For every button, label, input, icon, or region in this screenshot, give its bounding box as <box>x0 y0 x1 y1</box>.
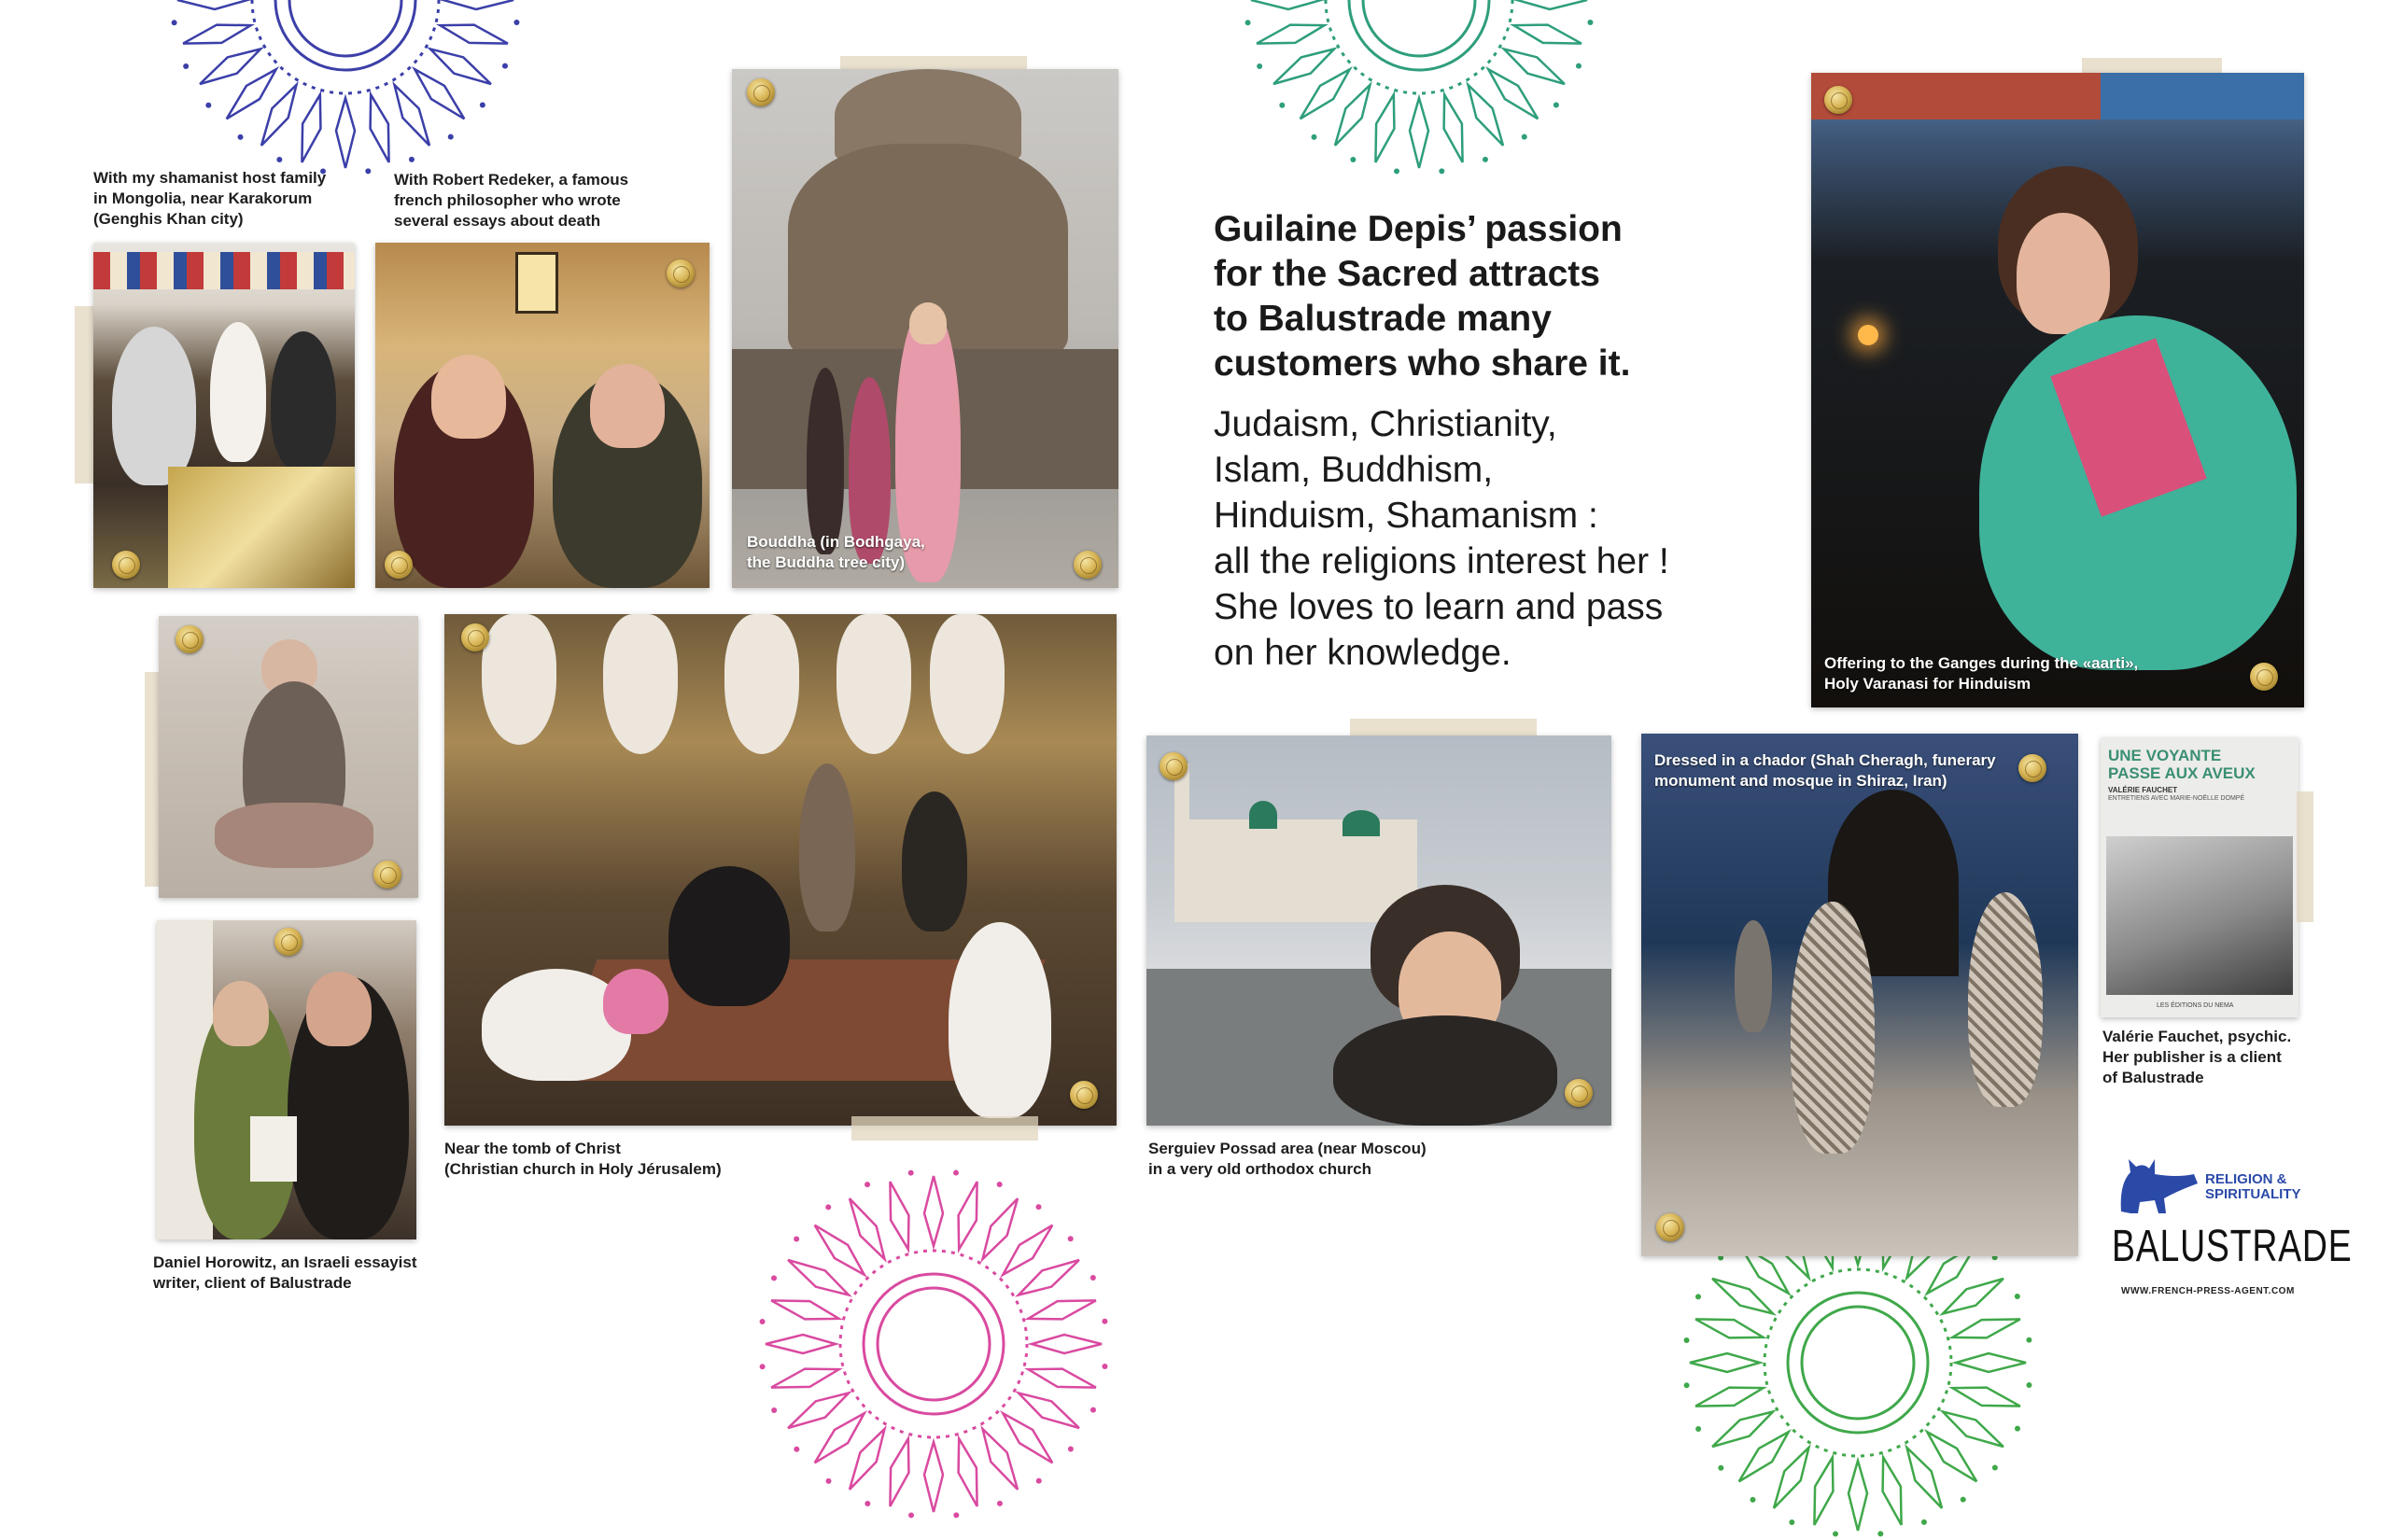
book-publisher: LES ÉDITIONS DU NEMA <box>2157 1002 2234 1009</box>
mandala-dot <box>1279 103 1285 108</box>
mandala-petal <box>783 1385 853 1436</box>
mandala-dot <box>1587 20 1593 25</box>
mandala-petal <box>1255 17 1328 53</box>
mandala-dot <box>997 1182 1003 1187</box>
mandala-dot <box>794 1237 799 1242</box>
mandala-petal <box>1269 41 1339 92</box>
mandala-dot <box>1350 157 1356 162</box>
mandala-petal <box>769 1361 842 1397</box>
pink-mandala <box>756 1167 1111 1521</box>
mandala-petal <box>1032 1335 1102 1353</box>
photo-chador <box>1641 734 2078 1256</box>
mandala-dot <box>771 1275 777 1281</box>
logo-url: WWW.FRENCH-PRESS-AGENT.COM <box>2121 1286 2295 1296</box>
mandala-dot <box>276 157 282 162</box>
mandala-dot <box>953 1512 959 1518</box>
mandala-dot <box>1695 1426 1701 1432</box>
mandala-dot <box>1439 168 1444 174</box>
mandala-dot <box>365 168 371 174</box>
mandala-petal <box>408 63 471 125</box>
mandala-petal <box>975 1424 1026 1494</box>
cat-icon <box>2112 1146 2205 1221</box>
photo-moscow <box>1146 735 1611 1126</box>
mandala-petal <box>1938 1270 2008 1322</box>
mandala-dot <box>997 1501 1003 1506</box>
mandala-petal <box>1899 1443 1950 1513</box>
mandala-dot <box>826 1478 832 1484</box>
mandala-petal <box>769 1292 842 1328</box>
mandala-dot <box>2015 1294 2020 1299</box>
mandala-petal <box>783 1252 853 1303</box>
mandala-dot <box>1068 1446 1074 1451</box>
mandala-petal <box>1327 80 1378 150</box>
mandala-petal <box>443 0 513 9</box>
mandala-dot <box>448 134 454 140</box>
mandala-dot <box>480 102 485 107</box>
caption-ganges: Offering to the Ganges during the «aarti», Holy Varanasi for Hinduism <box>1824 654 2139 693</box>
mandala-dot <box>953 1170 959 1176</box>
mandala-dot <box>760 1319 766 1324</box>
book-cover <box>2101 737 2299 1017</box>
tape <box>2297 791 2313 922</box>
mandala-dot <box>1522 134 1527 140</box>
tape <box>145 672 160 887</box>
mandala-petal <box>766 1335 836 1353</box>
mandala-dot <box>760 1364 766 1369</box>
mandala-dot <box>1695 1294 1701 1299</box>
photo-tomb <box>444 614 1117 1126</box>
mandala-dot <box>1394 168 1399 174</box>
mandala-petal <box>426 41 496 92</box>
mandala-petal <box>950 1180 987 1253</box>
mandala-petal <box>438 17 511 53</box>
mandala-petal <box>924 1442 943 1512</box>
mandala-petal <box>1367 92 1403 165</box>
mandala-dot <box>238 134 244 140</box>
mandala-petal <box>177 0 247 9</box>
mandala-petal <box>1294 63 1357 125</box>
mandala-petal <box>1482 63 1544 125</box>
mandala-dot <box>1684 1382 1690 1388</box>
mandala-dot <box>2026 1337 2032 1343</box>
mandala-dot <box>865 1182 870 1187</box>
mandala-petal <box>996 1219 1059 1281</box>
mandala-petal <box>195 41 265 92</box>
mandala-petal <box>1708 1270 1778 1322</box>
mandala-petal <box>220 63 283 125</box>
mandala-dot <box>1718 1465 1723 1471</box>
mandala-dot <box>1102 1364 1107 1369</box>
mandala-dot <box>1877 1531 1883 1536</box>
mandala-dot <box>1992 1464 1998 1470</box>
logo-wordmark: BALUSTRADE <box>2112 1222 2353 1271</box>
mandala-petal <box>1690 1353 1760 1372</box>
mandala-dot <box>865 1501 870 1506</box>
photo-buddha <box>732 69 1118 588</box>
mandala-petal <box>181 17 254 53</box>
caption-buddha: Bouddha (in Bodhgaya, the Buddha tree city) <box>747 533 925 571</box>
mandala-petal <box>1460 80 1511 150</box>
mandala-dot <box>1750 1497 1756 1503</box>
mandala-dot <box>172 20 177 25</box>
mandala-petal <box>336 98 355 168</box>
mandala-petal <box>1950 1310 2023 1347</box>
mandala-petal <box>1014 1252 1084 1303</box>
mandala-dot <box>1684 1337 1690 1343</box>
mandala-dot <box>908 1170 914 1176</box>
mandala-petal <box>1014 1385 1084 1436</box>
caption-tomb: Near the tomb of Christ (Christian church in Holy Jérusalem) <box>444 1140 722 1178</box>
mandala-dot <box>2015 1426 2020 1432</box>
mandala-petal <box>1920 1425 1983 1488</box>
mandala-petal <box>841 1194 893 1264</box>
mandala-dot <box>1035 1204 1041 1210</box>
photo-redeker <box>375 243 710 588</box>
caption-mongolia: With my shamanist host family in Mongolia, near Karakorum (Genghis Khan city) <box>93 169 327 228</box>
book-title: UNE VOYANTE PASSE AUX AVEUX <box>2108 747 2256 782</box>
tape <box>75 306 93 483</box>
teal-mandala <box>1242 0 1596 177</box>
mandala-petal <box>1251 0 1321 9</box>
mandala-dot <box>1576 63 1582 69</box>
logo-tagline: RELIGION & SPIRITUALITY <box>2205 1171 2301 1202</box>
mandala-dot <box>1257 63 1262 69</box>
mandala-dot <box>1245 20 1251 25</box>
mandala-dot <box>1554 102 1559 107</box>
mandala-petal <box>1410 98 1428 168</box>
mandala-petal <box>808 1219 871 1281</box>
mandala-dot <box>502 63 508 69</box>
book-photo <box>2106 836 2293 995</box>
mandala-petal <box>881 1180 918 1253</box>
blue-mandala <box>168 0 523 177</box>
mandala-petal <box>1956 1353 2026 1372</box>
photo-horowitz <box>157 920 416 1239</box>
mandala-petal <box>1694 1310 1766 1347</box>
mandala-dot <box>205 103 211 108</box>
mandala-petal <box>1026 1361 1099 1397</box>
caption-redeker: With Robert Redeker, a famous french philosopher who wrote several essays about death <box>394 171 629 230</box>
mandala-dot <box>1036 1478 1042 1484</box>
photo-mongolia <box>93 243 355 588</box>
caption-fauchet: Valérie Fauchet, psychic. Her publisher is a client of Balustrade <box>2102 1028 2292 1086</box>
mandala-petal <box>1950 1379 2023 1416</box>
mandala-dot <box>409 157 415 162</box>
mandala-petal <box>975 1194 1026 1264</box>
mandala-petal <box>1026 1292 1099 1328</box>
mandala-dot <box>1833 1531 1838 1536</box>
mandala-petal <box>1806 1455 1842 1528</box>
photo-ganges <box>1811 73 2304 707</box>
mandala-petal <box>841 1424 893 1494</box>
tape <box>851 1116 1038 1141</box>
mandala-dot <box>794 1447 799 1452</box>
book-author: VALÉRIE FAUCHET <box>2108 786 2178 794</box>
mandala-petal <box>293 92 330 165</box>
mandala-petal <box>253 80 304 150</box>
mandala-petal <box>1875 1455 1911 1528</box>
mandala-dot <box>825 1204 831 1210</box>
caption-moscow: Serguiev Possad area (near Moscou) in a very old orthodox church <box>1148 1140 1427 1178</box>
mandala-petal <box>1708 1404 1778 1455</box>
mandala-petal <box>1511 17 1584 53</box>
mandala-dot <box>1102 1319 1107 1324</box>
mandala-dot <box>1068 1236 1074 1241</box>
mandala-petal <box>1517 0 1587 9</box>
mandala-petal <box>1938 1404 2008 1455</box>
body-text: Judaism, Christianity, Islam, Buddhism, Hinduism, Shamanism : all the religions interest her ! She loves to learn and pass on her knowledge. <box>1214 404 1669 673</box>
mandala-petal <box>1436 92 1472 165</box>
photo-woman-sitting <box>159 616 418 898</box>
mandala-dot <box>1090 1275 1096 1281</box>
mandala-dot <box>771 1407 777 1413</box>
balustrade-logo <box>2112 1146 2353 1305</box>
mandala-dot <box>1921 1519 1927 1525</box>
mandala-dot <box>183 63 189 69</box>
mandala-petal <box>881 1436 918 1509</box>
mandala-dot <box>2026 1382 2032 1388</box>
book-subtitle: ENTRETIENS AVEC MARIE-NOËLLE DOMPÉ <box>2108 795 2245 802</box>
mandala-dot <box>908 1512 914 1518</box>
mandala-petal <box>808 1407 871 1469</box>
mandala-petal <box>996 1407 1059 1469</box>
mandala-dot <box>1961 1497 1966 1503</box>
caption-horowitz: Daniel Horowitz, an Israeli essayist writer, client of Balustrade <box>153 1253 417 1292</box>
mandala-petal <box>1765 1443 1817 1513</box>
mandala-petal <box>924 1176 943 1246</box>
mandala-dot <box>1090 1407 1096 1413</box>
mandala-petal <box>1733 1425 1795 1488</box>
headline: Guilaine Depis’ passion for the Sacred attracts to Balustrade many customers who share it. <box>1214 209 1631 384</box>
mandala-dot <box>1312 134 1317 140</box>
mandala-dot <box>513 20 519 25</box>
mandala-petal <box>362 92 399 165</box>
mandala-petal <box>1499 41 1569 92</box>
caption-chador: Dressed in a chador (Shah Cheragh, funerary monument and mosque in Shiraz, Iran) <box>1654 751 1996 790</box>
mandala-petal <box>387 80 438 150</box>
mandala-petal <box>1849 1461 1867 1531</box>
mandala-dot <box>1483 157 1488 162</box>
mandala-dot <box>1789 1519 1794 1525</box>
mandala-petal <box>950 1436 987 1509</box>
mandala-petal <box>1694 1379 1766 1416</box>
